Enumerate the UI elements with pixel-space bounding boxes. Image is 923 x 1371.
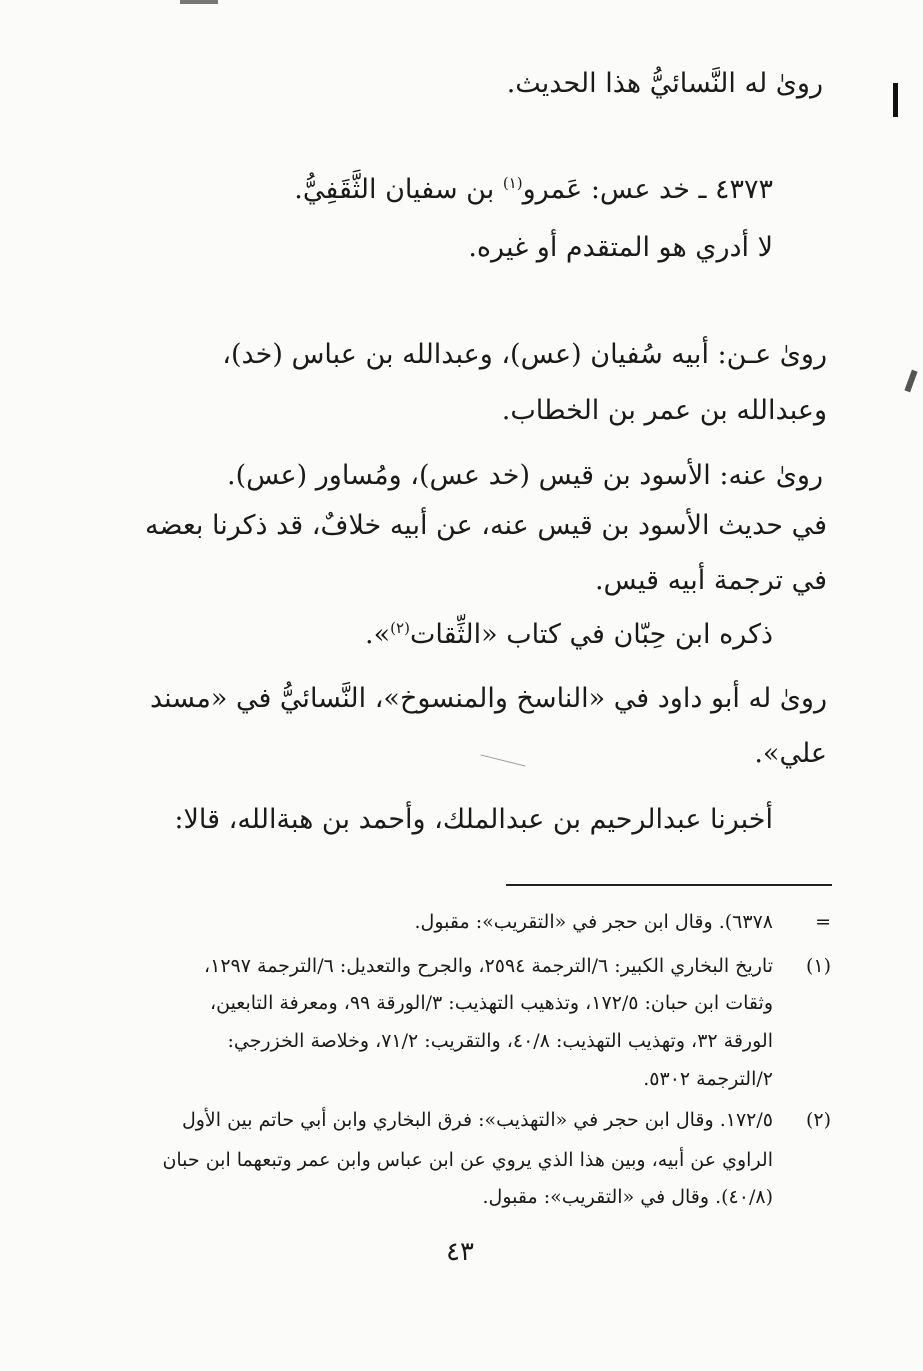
entry-heading-text: ٤٣٧٣ ـ خد عس: عَمرو [522,174,773,205]
entry-heading-rest: بن سفيان الثَّقَفِيُّ. [294,174,503,205]
footnote-ref-1[interactable]: (١) [502,174,523,192]
footnote-2-line-2: الراوي عن أبيه، وبين هذا الذي يروي عن ابن عباس وابن عمر وتبعهما ابن حبان [162,1149,773,1171]
scan-mark-dot [904,370,917,393]
scan-mark-top [180,0,218,4]
footnote-continuation: ٦٣٧٨). وقال ابن حجر في «التقريب»: مقبول. [414,911,773,933]
body-line-4: روىٰ عـن: أبيه سُفيان (عس)، وعبدالله بن عباس (خد)، [222,339,827,370]
body-line-12: أخبرنا عبدالرحيم بن عبدالملك، وأحمد بن هبةالله، قالا: [174,804,773,835]
footnote-1-line-1: تاريخ البخاري الكبير: ٦/الترجمة ٢٥٩٤، والجرح والتعديل: ٦/الترجمة ١٢٩٧، [204,955,773,977]
footnote-1-line-2: وثقات ابن حبان: ١٧٢/٥، وتذهيب التهذيب: ٣/الورقة ٩٩، ومعرفة التابعين، [209,992,773,1014]
body-line-9 [365,617,773,653]
footnote-separator [506,884,832,886]
footnote-1-line-4: ٢/الترجمة ٥٣٠٢. [643,1068,773,1090]
footnote-1-line-3: الورقة ٣٢، وتهذيب التهذيب: ٤٠/٨، والتقريب: ٧١/٢، وخلاصة الخزرجي: [227,1030,773,1052]
footnote-ref-2[interactable]: (٢) [390,619,410,637]
body-line-3: لا أدري هو المتقدم أو غيره. [468,232,773,263]
body-line-11: علي». [754,738,827,769]
body-line-9-text: ذكره ابن حِبّان في كتاب «الثِّقات [409,619,773,650]
footnote-2-line-1: ١٧٢/٥. وقال ابن حجر في «التهذيب»: فرق البخاري وابن أبي حاتم بين الأول [181,1109,773,1131]
body-line-5: وعبدالله بن عمر بن الخطاب. [501,395,827,426]
entry-heading [294,172,773,208]
body-line-9-end: ». [365,619,391,650]
body-line-7: في حديث الأسود بن قيس عنه، عن أبيه خلافٌ، قد ذكرنا بعضه [144,510,827,541]
body-line-1: روىٰ له النَّسائيُّ هذا الحديث. [506,68,823,99]
footnote-2-label: (٢) [805,1109,831,1131]
scan-mark-stroke [481,754,526,766]
body-line-8: في ترجمة أبيه قيس. [594,565,827,596]
body-line-6: روىٰ عنه: الأسود بن قيس (خد عس)، ومُساور (عس). [227,460,823,491]
scan-mark-side [893,83,898,117]
footnote-cont-marker: = [815,911,831,933]
footnote-1-label: (١) [805,955,831,977]
body-line-10: روىٰ له أبو داود في «الناسخ والمنسوخ»، النَّسائيُّ في «مسند [149,683,827,714]
footnote-2-line-3: (٤٠/٨). وقال في «التقريب»: مقبول. [482,1186,773,1208]
page-number: ٤٣ [446,1237,474,1267]
